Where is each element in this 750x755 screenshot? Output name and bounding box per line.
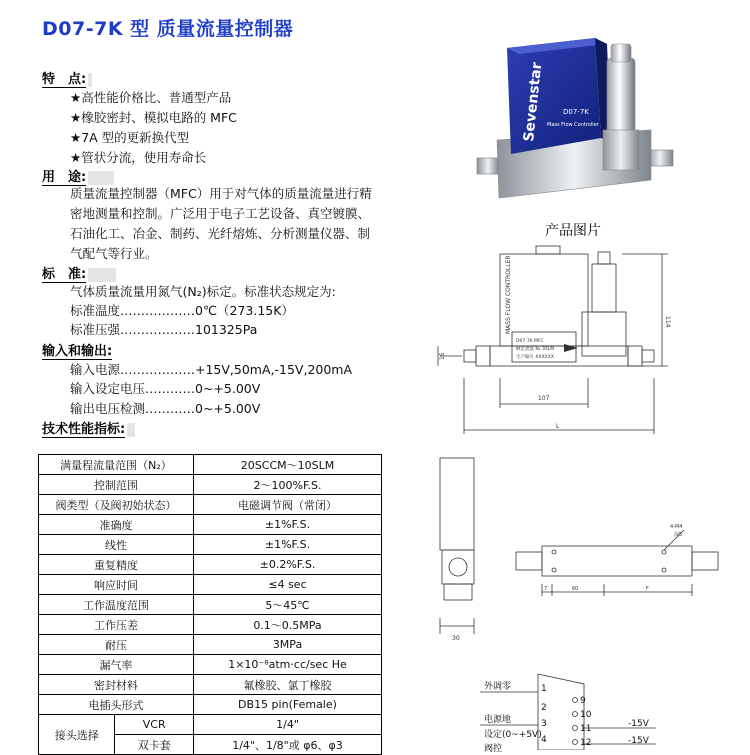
spec-value: 20SCCM～10SLM (194, 455, 382, 475)
pin-number: 2 (541, 703, 547, 713)
inlet-tube (464, 350, 476, 362)
spec-value: 3MPa (194, 635, 382, 655)
spec-row (39, 535, 382, 555)
spec-row (39, 675, 382, 695)
spec-key: 耐压 (39, 635, 194, 655)
housing-subtitle: Mass Flow Controller (547, 122, 599, 128)
pin-label: 外调零 (484, 682, 512, 692)
connector-top (536, 246, 560, 254)
connector-type: VCR (115, 715, 194, 735)
hole-depth: 深5 (674, 532, 683, 538)
usage-line: 质量流量控制器（MFC）用于对气体的质量流量进行精 (70, 186, 372, 201)
spec-key: 线性 (39, 535, 194, 555)
body-text: MASS FLOW CONTROLLER (505, 255, 512, 334)
page-title: D07-7K 型 质量流量控制器 (42, 18, 294, 40)
spec-value: 电磁调节阀（常闭） (194, 495, 382, 515)
section-io-label: 输入和输出: (42, 344, 113, 359)
spec-key: 漏气率 (39, 655, 194, 675)
dim-length: L (556, 423, 560, 430)
spec-value: 氟橡胶、氯丁橡胶 (194, 675, 382, 695)
spec-value: 5～45℃ (194, 595, 382, 615)
usage-line: 石油化工、冶金、制药、光纤熔炼、分析测量仪器、制 (70, 226, 371, 241)
pin-number: 9 (580, 696, 586, 706)
spec-row (39, 455, 382, 475)
side-block (442, 550, 474, 584)
spec-row (39, 655, 382, 675)
db15-pin (573, 712, 578, 717)
spec-row (39, 515, 382, 535)
feature-item: ★7A 型的更新换代型 (70, 130, 190, 145)
pin-number: 10 (580, 710, 592, 720)
bottom-view-drawing (508, 520, 726, 600)
io-line: 输出电压检测…………0~+5.00V (70, 401, 261, 416)
section-specs-heading (42, 418, 135, 437)
pin-voltage: -15V (628, 736, 649, 746)
spec-key: 阀类型（及阀初始状态） (39, 495, 194, 515)
connector-type: 双卡套 (115, 735, 194, 755)
dim-width: 107 (538, 395, 550, 402)
pin-number: 3 (541, 719, 547, 729)
spec-row (39, 495, 382, 515)
connector-group-label: 接头选择 (39, 715, 115, 755)
section-usage-label: 用 途: (42, 170, 87, 185)
spec-value: ±1%F.S. (194, 535, 382, 555)
spec-value: ±0.2%F.S. (194, 555, 382, 575)
pin-label: 电源地 (484, 715, 512, 725)
valve-top (598, 252, 610, 264)
spec-key: 工作压差 (39, 615, 194, 635)
brand-logo: Sevenstar (521, 61, 546, 143)
io-line: 输入电源………………+15V,50mA,-15V,200mA (70, 362, 353, 377)
spec-value: 0.1～0.5MPa (194, 615, 382, 635)
section-io-heading (42, 340, 112, 359)
spec-row (39, 635, 382, 655)
spec-row (39, 595, 382, 615)
valve-base (603, 130, 639, 170)
standard-line: 气体质量流量用氮气(N₂)标定。标准状态规定为: (70, 284, 336, 299)
outlet-nut (628, 346, 642, 366)
pin-number: 4 (541, 735, 547, 745)
connector-size: 1/4" (194, 715, 382, 735)
standard-line: 标准压强………………101325Pa (70, 322, 258, 337)
spec-value: DB15 pin(Female) (194, 695, 382, 715)
valve-cap (611, 44, 631, 62)
spec-key: 密封材料 (39, 675, 194, 695)
dim-depth: 30 (452, 635, 460, 642)
spec-key: 控制范围 (39, 475, 194, 495)
feature-item: ★橡胶密封、模拟电路的 MFC (70, 110, 237, 125)
pin-number: 1 (541, 684, 547, 694)
spec-value: 2～100%F.S. (194, 475, 382, 495)
spec-row (39, 575, 382, 595)
front-dimension-drawing (432, 238, 680, 438)
bottom-outlet (692, 552, 718, 570)
pin-voltage: -15V (628, 719, 649, 729)
spec-key: 响应时间 (39, 575, 194, 595)
section-features-label: 特 点: (42, 72, 87, 87)
pin-label: 设定(0~+5V) (484, 730, 542, 740)
io-line: 输入设定电压…………0~+5.00V (70, 381, 261, 396)
spec-key: 电插头形式 (39, 695, 194, 715)
section-features-heading (42, 68, 92, 87)
spec-value: ≤4 sec (194, 575, 382, 595)
bottom-inlet (516, 552, 542, 570)
usage-line: 密地测量和控制。广泛用于电子工艺设备、真空镀膜、 (70, 206, 371, 221)
pin-number: 12 (580, 738, 592, 748)
mount-hole (552, 550, 556, 554)
inlet-fitting (477, 158, 499, 174)
dim-bottom-c: 7 (544, 586, 548, 592)
spec-row-connector (39, 715, 382, 735)
product-photo (475, 30, 685, 220)
spec-key: 工作温度范围 (39, 595, 194, 615)
db15-pin (573, 740, 578, 745)
section-standard-label: 标 准: (42, 267, 87, 282)
spec-row (39, 475, 382, 495)
spec-row (39, 695, 382, 715)
spec-row (39, 615, 382, 635)
nameplate-model: D07-7K MFC (516, 339, 544, 344)
housing-model: D07-7K (563, 108, 589, 116)
valve-coil (592, 264, 616, 312)
nameplate-flow: 额定流量 N₂ 3SLM (516, 347, 555, 352)
spec-table (38, 454, 382, 755)
bottom-body (542, 546, 692, 576)
spec-key: 重复精度 (39, 555, 194, 575)
side-port (449, 558, 467, 576)
mount-hole (662, 568, 666, 572)
feature-item: ★管状分流，使用寿命长 (70, 150, 207, 165)
dim-bottom-b: F (646, 586, 649, 592)
side-view-drawing (430, 450, 490, 646)
spec-key: 满量程流量范围（N₂） (39, 455, 194, 475)
connector-size: 1/4"、1/8"或 φ6、φ3 (194, 735, 382, 755)
hole-label: 4-M4 (670, 524, 683, 530)
pin-number: 11 (580, 724, 592, 734)
section-standard-heading (42, 263, 116, 282)
mount-hole (552, 568, 556, 572)
spec-key: 准确度 (39, 515, 194, 535)
usage-line: 气配气等行业。 (70, 246, 158, 261)
product-image-label: 产品图片 (545, 223, 601, 239)
dim-side: 15 (439, 352, 446, 360)
pin-label: 阀控 (484, 744, 503, 754)
spec-value: 1×10⁻⁸atm·cc/sec He (194, 655, 382, 675)
dim-bottom-a: 60 (572, 586, 579, 592)
side-body (440, 458, 474, 550)
mount-hole (662, 550, 666, 554)
standard-line: 标准温度………………0℃（273.15K） (70, 303, 294, 318)
feature-item: ★高性能价格比、普通型产品 (70, 90, 232, 105)
db15-pin (573, 698, 578, 703)
valve-cylinder (607, 58, 635, 138)
section-specs-label: 技术性能指标: (42, 422, 126, 437)
spec-value: ±1%F.S. (194, 515, 382, 535)
inlet-nut (476, 346, 490, 366)
section-usage-heading (42, 166, 114, 185)
spec-row (39, 555, 382, 575)
valve-block (582, 312, 626, 356)
outlet-tube (642, 350, 654, 362)
dim-height: 114 (664, 316, 671, 328)
db15-pin (573, 726, 578, 731)
nameplate-serial: 生产编号 XXXXXX (516, 355, 554, 360)
